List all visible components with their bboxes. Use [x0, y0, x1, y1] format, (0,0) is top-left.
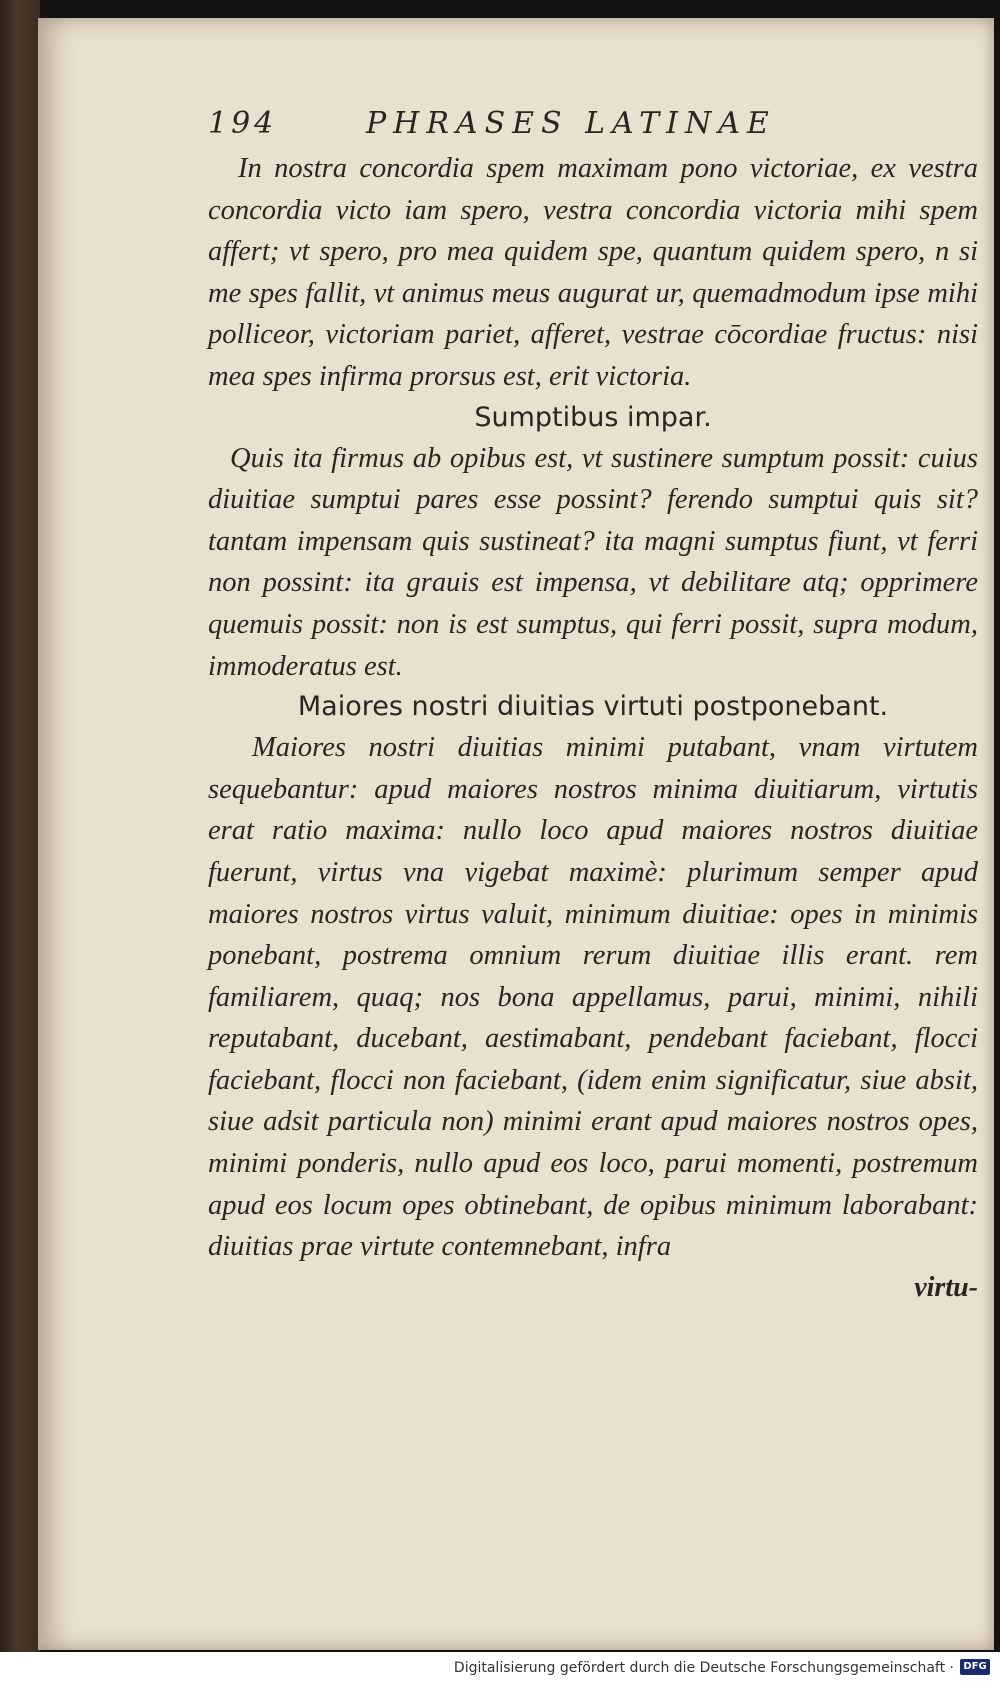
digitization-footer [0, 1652, 1000, 1682]
paragraph-sumptibus: Quis ita firmus ab opibus est, vt sustinere sumptum possit: cuius diuitiae sumptui pares esse possint? ferendo sumptui quis sit? tantam impensam quis sustineat? ita magni sumptus fiunt, vt ferri non possint: ita grauis est impensa, vt debilitare atq; opprimere quemuis possit: non is est sumptus, qui ferri possit, supra modum, immoderatus est. [208, 442, 978, 682]
paragraph-concordia: In nostra concordia spem maximam pono victoriae, ex vestra concordia victo iam spero, vestra concordia victoria mihi spem affert; vt spero, pro mea quidem spe, quantum quidem spero, n si me spes fallit, vt animus meus augurat ur, quemadmodum ipse mihi polliceor, victoriam pariet, afferet, vestrae cōcordiae fructus: nisi mea spes infirma prorsus est, erit victoria. [208, 153, 978, 392]
book-spine-edge [0, 0, 40, 1668]
book-page [38, 18, 994, 1650]
page-text-block [208, 106, 978, 1308]
heading-maiores: Maiores nostri diuitias virtuti postponebant. [297, 691, 889, 723]
paragraph-maiores: Maiores nostri diuitias minimi putabant, vnam virtutem sequebantur: apud maiores nostros minima diuitiarum, virtutis erat ratio maxima: nullo loco apud maiores nostros diuitiae fuerunt, virtus vna vigebat maximè: plurimum semper apud maiores nostros virtus valuit, minimum diuitiae: opes in minimis ponebant, postrema omnium rerum diuitiae illis erant. rem familiarem, quaq; nos bona appellamus, parui, minimi, nihili reputabant, ducebant, aestimabant, pendebant faciebant, flocci faciebant, flocci non faciebant, (idem enim significatur, siue absit, siue adsit particula non) minimi erant apud maiores nostros opes, minimi ponderis, nullo apud eos loco, parui momenti, postremum apud eos locum opes obtinebant, de opibus minimum laborabant: diuitias prae virtute contemnebant, infra [208, 732, 978, 1263]
running-title: PHRASES LATINAE [366, 106, 776, 141]
dfg-logo: DFG [960, 1659, 990, 1675]
catchword: virtu- [914, 1271, 978, 1303]
page-number: 194 [208, 106, 278, 141]
running-head [208, 106, 978, 148]
footer-credit: Digitalisierung gefördert durch die Deutsche Forschungsgemeinschaft · [453, 1660, 954, 1676]
heading-sumptibus: Sumptibus impar. [474, 401, 712, 433]
